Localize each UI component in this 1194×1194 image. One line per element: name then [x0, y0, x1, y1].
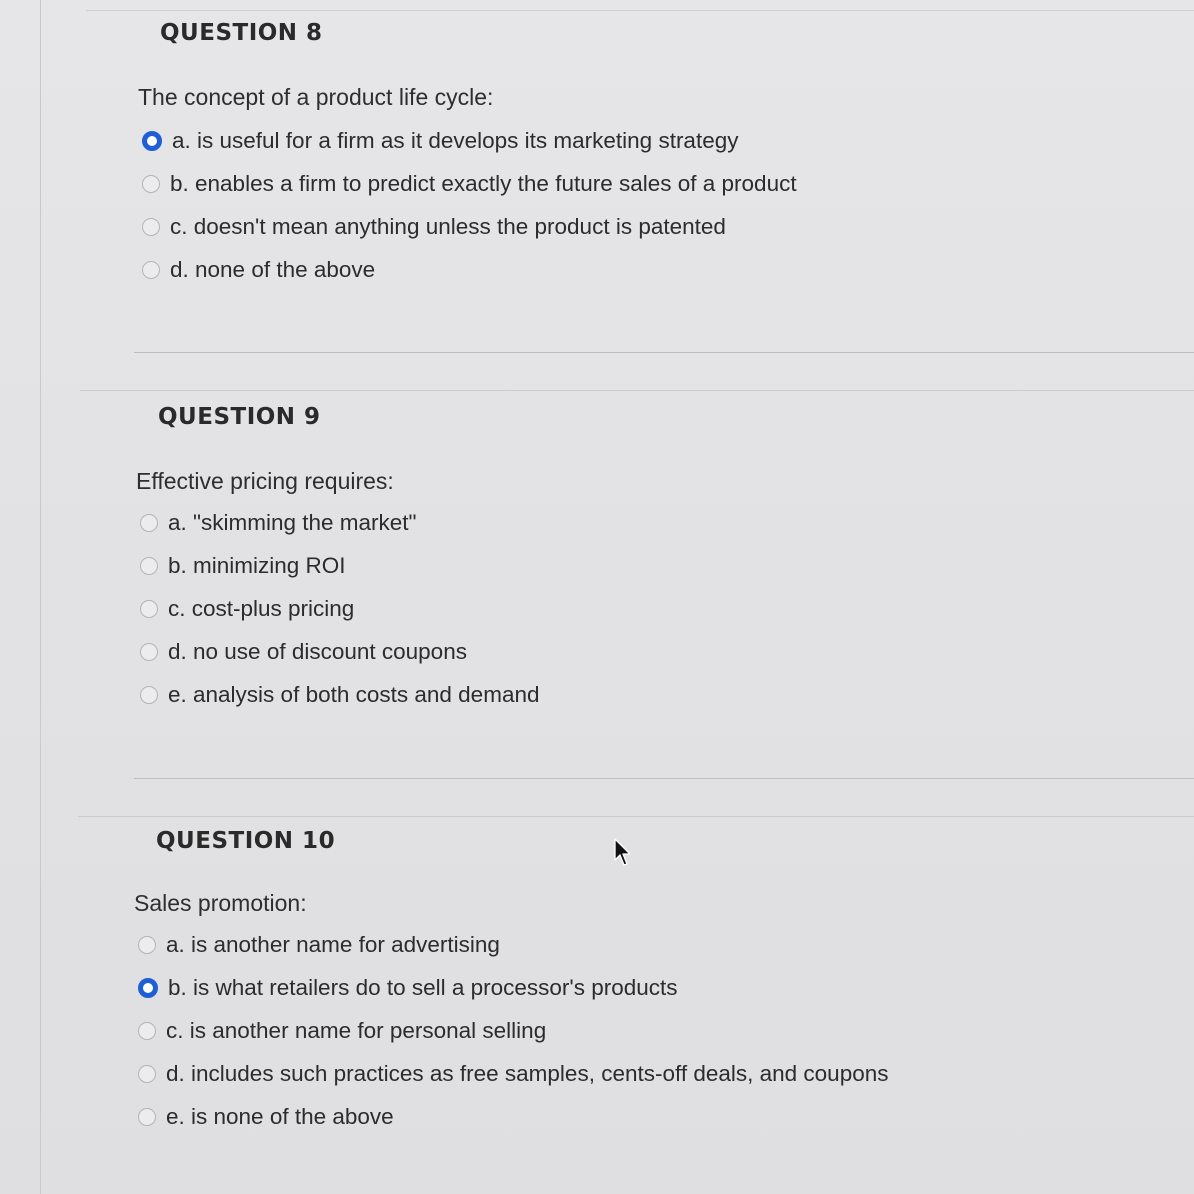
question-9: [136, 404, 540, 716]
radio-button-icon[interactable]: [142, 261, 160, 279]
question-8-prompt: The concept of a product life cycle:: [138, 84, 494, 110]
option-label: a. is another name for advertising: [166, 931, 500, 957]
question-9-bottom-divider: [134, 778, 1194, 779]
option-label: c. cost-plus pricing: [168, 595, 355, 621]
option-label: d. no use of discount coupons: [168, 638, 467, 664]
question-10-options: [138, 923, 888, 1138]
option-label: c. is another name for personal selling: [166, 1017, 547, 1043]
option-label: b. enables a firm to predict exactly the future sales of a product: [170, 170, 797, 196]
question-10-option-e[interactable]: [138, 1095, 888, 1138]
radio-button-icon[interactable]: [142, 218, 160, 236]
question-10-title: QUESTION 10: [156, 828, 336, 854]
radio-button-icon[interactable]: [140, 557, 158, 575]
question-10-option-d[interactable]: [138, 1052, 888, 1095]
question-10-prompt: Sales promotion:: [134, 890, 307, 916]
radio-button-icon[interactable]: [140, 514, 158, 532]
radio-button-icon[interactable]: [140, 643, 158, 661]
radio-button-icon[interactable]: [138, 936, 156, 954]
option-label: b. is what retailers do to sell a processor's products: [168, 974, 678, 1000]
top-divider: [86, 10, 1194, 11]
question-9-option-b[interactable]: [140, 544, 539, 587]
radio-button-icon[interactable]: [140, 600, 158, 618]
radio-button-icon[interactable]: [138, 1065, 156, 1083]
question-8-option-c[interactable]: [142, 205, 797, 248]
radio-button-icon[interactable]: [142, 131, 162, 151]
question-8: [138, 20, 797, 291]
option-label: c. doesn't mean anything unless the product is patented: [170, 213, 726, 239]
option-label: b. minimizing ROI: [168, 552, 346, 578]
radio-button-icon[interactable]: [140, 686, 158, 704]
question-8-option-a[interactable]: [142, 119, 797, 162]
radio-button-icon[interactable]: [138, 978, 158, 998]
option-label: a. is useful for a firm as it develops its marketing strategy: [172, 127, 739, 153]
radio-button-icon[interactable]: [138, 1108, 156, 1126]
radio-button-icon[interactable]: [138, 1022, 156, 1040]
radio-button-icon[interactable]: [142, 175, 160, 193]
question-9-option-a[interactable]: [140, 501, 539, 544]
option-label: e. is none of the above: [166, 1103, 394, 1129]
question-9-option-d[interactable]: [140, 630, 539, 673]
question-10-option-a[interactable]: [138, 923, 888, 966]
section-divider: [80, 390, 1194, 391]
question-9-prompt: Effective pricing requires:: [136, 468, 394, 494]
content-left-border: [40, 0, 41, 1194]
section-divider: [78, 816, 1194, 817]
question-8-options: [142, 119, 797, 291]
question-10: [134, 828, 889, 1138]
option-label: e. analysis of both costs and demand: [168, 681, 540, 707]
option-label: a. "skimming the market": [168, 509, 417, 535]
question-8-option-b[interactable]: [142, 162, 797, 205]
option-label: d. includes such practices as free samples, cents-off deals, and coupons: [166, 1060, 889, 1086]
question-9-option-c[interactable]: [140, 587, 539, 630]
question-9-title: QUESTION 9: [158, 404, 321, 430]
option-label: d. none of the above: [170, 256, 376, 282]
question-10-option-b[interactable]: [138, 966, 888, 1009]
question-9-option-e[interactable]: [140, 673, 539, 716]
question-10-option-c[interactable]: [138, 1009, 888, 1052]
mouse-pointer-icon: [614, 838, 634, 868]
question-8-bottom-divider: [134, 352, 1194, 353]
question-9-options: [140, 501, 539, 716]
question-8-option-d[interactable]: [142, 248, 797, 291]
question-8-title: QUESTION 8: [160, 20, 323, 46]
